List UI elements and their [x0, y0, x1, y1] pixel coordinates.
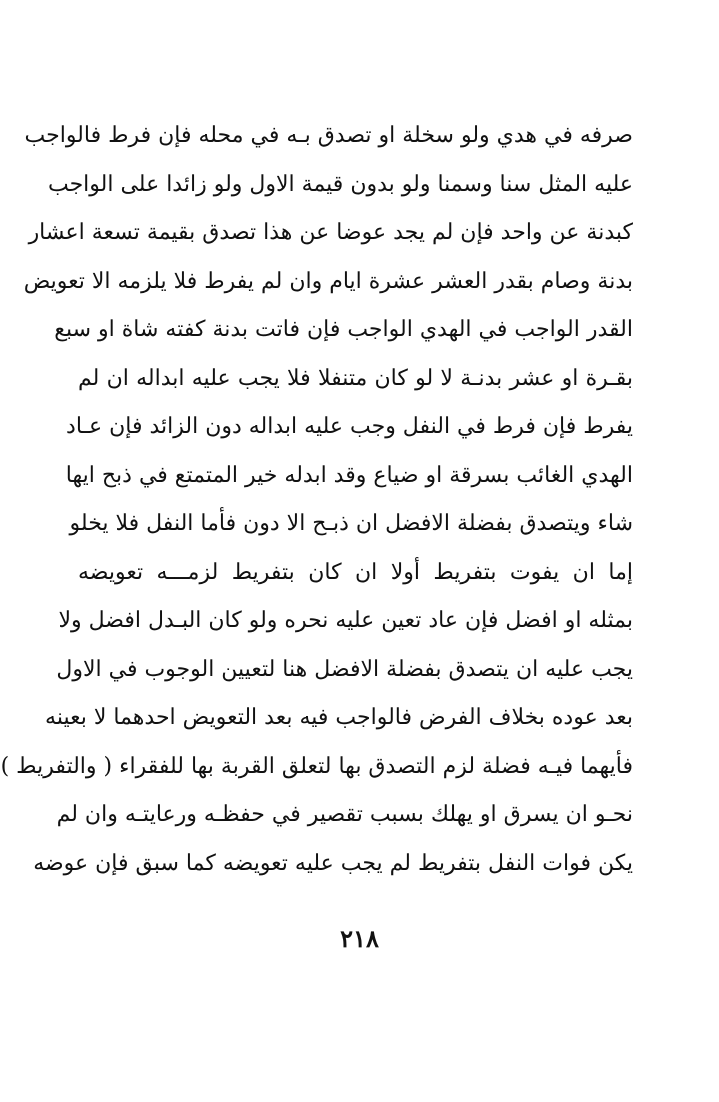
text-line: بقـرة او عشر بدنـة لا لو كان متنفلا فلا يجب عليه ابداله ان لم	[78, 365, 633, 391]
text-line: عليه المثل سنا وسمنا ولو بدون قيمة الاول ولو زائدا على الواجب	[47, 171, 633, 197]
text-line: شاء ويتصدق بفضلة الافضل ان ذبـح الا دون فأما النفل فلا يخلو	[69, 511, 633, 536]
text-line: نحـو ان يسرق او يهلك بسبب تقصير في حفظـه ورعايتـه وان لم	[56, 802, 633, 827]
text-line: يفرط فإن فرط في النفل وجب عليه ابداله دون الزائد فإن عـاد	[66, 414, 633, 439]
text-line: كبدنة عن واحد فإن لم يجد عوضا عن هذا تصدق بقيمة تسعة اعشار	[28, 220, 633, 245]
text-line: بعد عوده بخلاف الفرض فالواجب فيه بعد التعويض احدهما لا بعينه	[45, 705, 633, 730]
body-text	[0, 112, 633, 888]
text-line: يجب عليه ان يتصدق بفضلة الافضل هنا لتعيين الوجوب في الاول	[56, 656, 633, 682]
text-line: فأيهما فيـه فضلة لزم التصدق بها لتعلق القربة بها للفقراء ( والتفريط )	[0, 753, 633, 779]
page-number: ٢١٨	[340, 924, 379, 953]
text-line: يكن فوات النفل بتفريط لم يجب عليه تعويضه كما سبق فإن عوضه	[33, 850, 633, 876]
text-line: إما ان يفوت بتفريط أولا ان كان بتفريط لزمـــه تعويضه	[78, 559, 633, 585]
text-line: الهدي الغائب بسرقة او ضياع وقد ابدله خير المتمتع في ذبح ايها	[65, 462, 633, 488]
text-line: بمثله او افضل فإن عاد تعين عليه نحره ولو كان البـدل افضل ولا	[58, 608, 633, 633]
text-line: القدر الواجب في الهدي الواجب فإن فاتت بدنة كفته شاة او سبع	[54, 317, 633, 342]
text-line: صرفه في هدي ولو سخلة او تصدق بـه في محله فإن فرط فالواجب	[24, 123, 633, 148]
text-line: بدنة وصام بقدر العشر عشرة ايام وان لم يفرط فلا يلزمه الا تعويض	[23, 268, 633, 294]
